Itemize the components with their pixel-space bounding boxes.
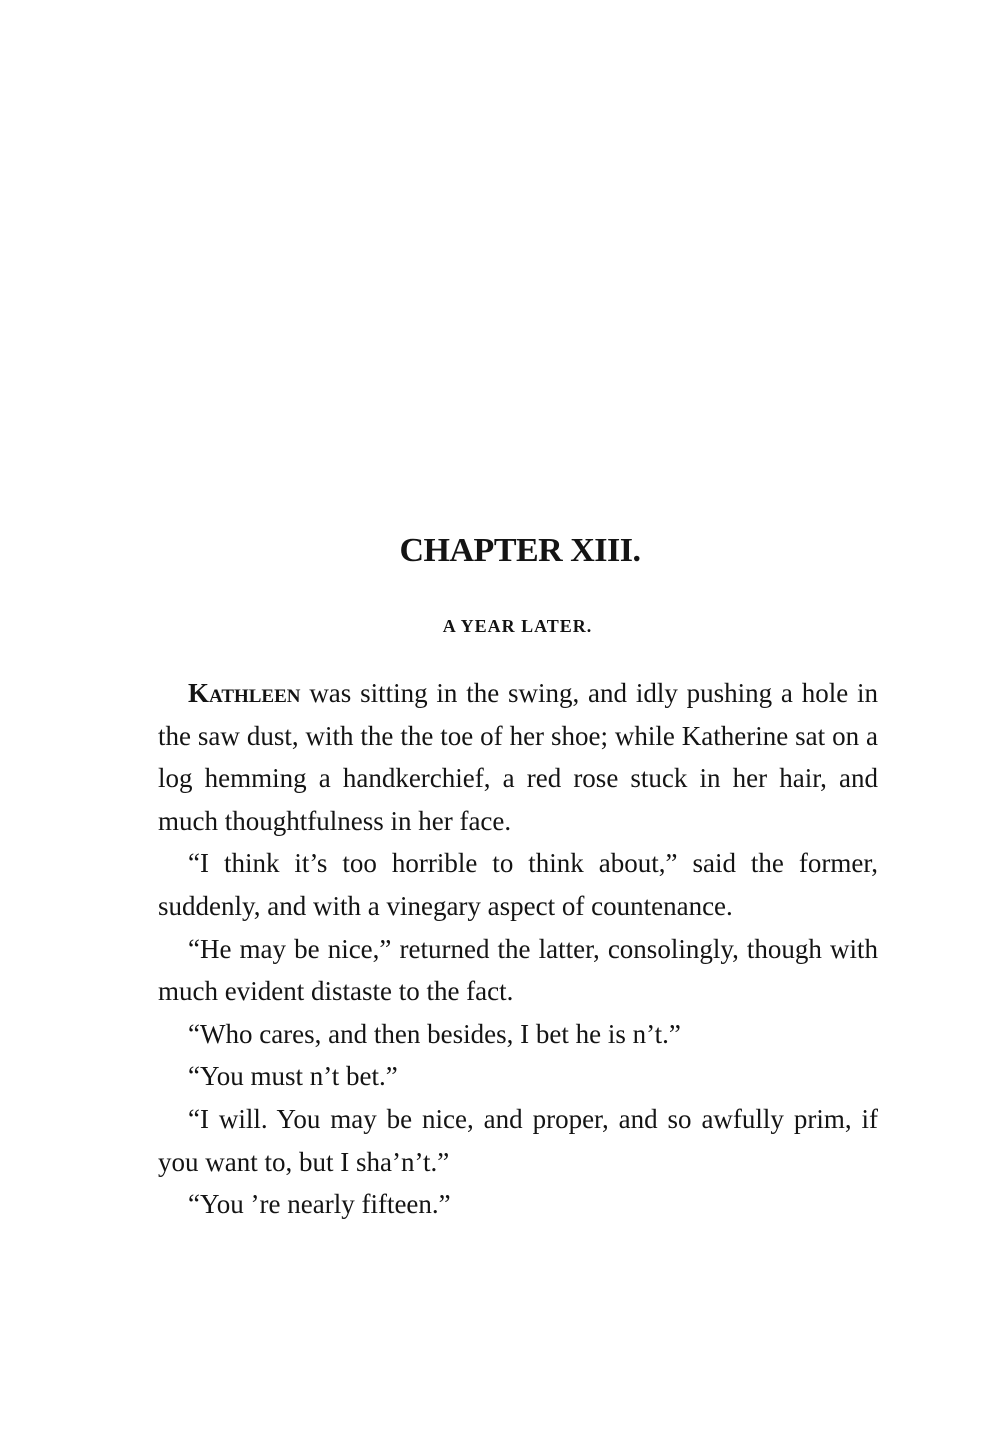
paragraph-dialogue: “I will. You may be nice, and proper, and so awfully prim, if you want to, but I sha’n’t.” bbox=[158, 1103, 878, 1177]
paragraph-dialogue: “Who cares, and then besides, I bet he is n’t.” bbox=[188, 1018, 681, 1049]
paragraph-dialogue: “You ’re nearly fifteen.” bbox=[188, 1189, 451, 1220]
opening-word: Kathleen bbox=[188, 678, 301, 708]
chapter-body bbox=[158, 672, 878, 1226]
chapter-title: CHAPTER XIII. bbox=[399, 532, 641, 569]
paragraph-dialogue: “He may be nice,” returned the latter, consolingly, though with much evident distaste to the fact. bbox=[158, 933, 878, 1007]
paragraph-text: was sitting in the swing, and idly pushing a hole in the saw dust, with the the toe of her shoe; while Katherine sat on a log hemming a handkerchief, a red rose stuck in her hair, and much thoughtfulness in her face. bbox=[158, 678, 878, 836]
paragraph-dialogue: “You must n’t bet.” bbox=[188, 1061, 398, 1092]
paragraph-dialogue: “I think it’s too horrible to think about,” said the former, suddenly, and with a vinegary aspect of countenance. bbox=[158, 848, 878, 921]
chapter-subtitle: A YEAR LATER. bbox=[442, 616, 593, 636]
paragraph-opening bbox=[158, 672, 878, 842]
